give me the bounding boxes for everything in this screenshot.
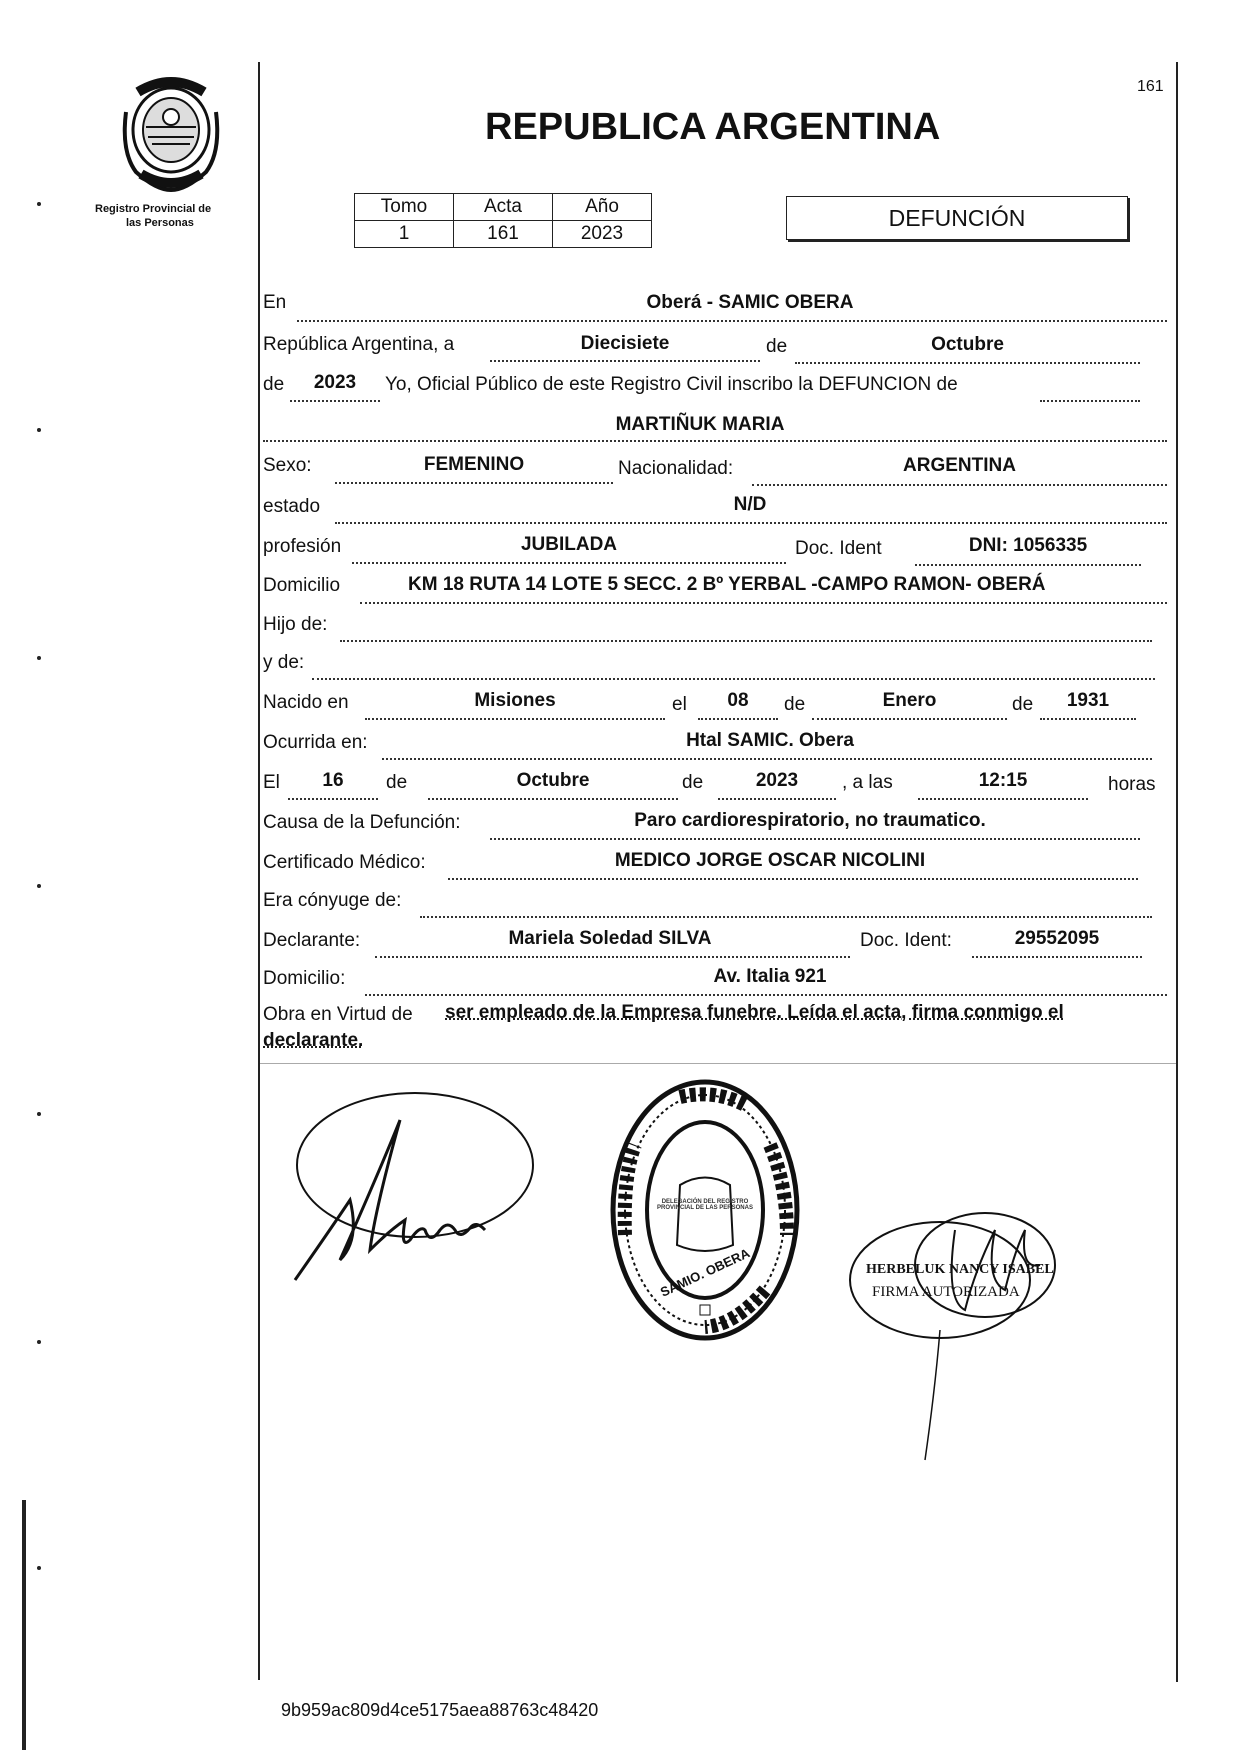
statement-line [1040, 400, 1140, 402]
official-signature [845, 1210, 1085, 1470]
certificado-line [448, 878, 1138, 880]
death-time-line [918, 798, 1088, 800]
margin-dot [37, 1112, 41, 1116]
registry-name-line1: Registro Provincial de [95, 203, 212, 215]
causa-value: Paro cardiorespiratorio, no traumatico. [634, 810, 986, 831]
margin-dot [37, 656, 41, 660]
profesion-line [352, 562, 786, 564]
conyuge-line [420, 916, 1152, 918]
birth-day-line [698, 718, 778, 720]
ocurrida-value: Htal SAMIC. Obera [686, 730, 854, 751]
birth-month-line [812, 718, 1007, 720]
left-margin-line [258, 62, 260, 1680]
causa-line [490, 838, 1140, 840]
horas-label: horas [1108, 774, 1156, 795]
death-day-line [288, 798, 378, 800]
en-label: En [263, 292, 287, 313]
alas-label: , a las [842, 772, 893, 793]
margin-dot [37, 428, 41, 432]
causa-label: Causa de la Defunción: [263, 812, 461, 833]
day-line [490, 360, 760, 362]
domicilio-value: KM 18 RUTA 14 LOTE 5 SECC. 2 Bº YERBAL -CAMPO RAMON- OBERÁ [408, 574, 1046, 595]
margin-dot [37, 1566, 41, 1570]
year-value: 2023 [313, 372, 357, 393]
margin-dot [37, 1340, 41, 1344]
obra-value-line2: declarante. [263, 1030, 364, 1051]
death-day-num: 16 [322, 770, 344, 791]
de-label-6: de [682, 772, 704, 793]
margin-dot [37, 884, 41, 888]
estado-value: N/D [733, 494, 767, 515]
birth-year-line [1040, 718, 1136, 720]
anio-value: 2023 [553, 221, 652, 248]
hijo-line [340, 640, 1152, 642]
emblem-icon [116, 72, 226, 192]
estado-line [335, 522, 1167, 524]
sexo-label: Sexo: [263, 455, 312, 476]
decl-doc-line [972, 956, 1142, 958]
nacionalidad-line [752, 484, 1167, 486]
death-month: Octubre [516, 770, 590, 791]
declarante-label: Declarante: [263, 930, 361, 951]
province-emblem [116, 72, 226, 192]
death-year: 2023 [755, 770, 799, 791]
section-divider [260, 1063, 1176, 1064]
nacido-value: Misiones [474, 690, 556, 711]
death-day-text: Diecisiete [580, 333, 670, 354]
birth-month: Enero [882, 690, 937, 711]
certificado-value: MEDICO JORGE OSCAR NICOLINI [614, 850, 926, 871]
acta-header: Acta [454, 194, 553, 221]
obra-label: Obra en Virtud de [263, 1004, 413, 1025]
hijo-label: Hijo de: [263, 614, 328, 635]
yde-label: y de: [263, 652, 305, 673]
certificado-label: Certificado Médico: [263, 852, 426, 873]
death-month-line [428, 798, 678, 800]
sexo-line [335, 482, 613, 484]
domicilio2-line [365, 994, 1167, 996]
official-title: FIRMA AUTORIZADA [872, 1284, 1020, 1300]
nacionalidad-value: ARGENTINA [903, 455, 1016, 476]
domicilio-label: Domicilio [263, 575, 341, 596]
domicilio2-label: Domicilio: [263, 968, 346, 989]
declarant-signature [290, 1080, 550, 1300]
margin-dot [37, 202, 41, 206]
sexo-value: FEMENINO [423, 454, 525, 475]
record-type: DEFUNCIÓN [888, 205, 1026, 231]
profesion-value: JUBILADA [520, 534, 618, 555]
seal-inner-text: SAMIO. OBERA [657, 1245, 753, 1300]
statement-text: Yo, Oficial Público de este Registro Civil inscribo la DEFUNCION de [385, 374, 958, 395]
estado-label: estado [263, 496, 321, 517]
month-line [795, 362, 1140, 364]
ocurrida-label: Ocurrida en: [263, 732, 368, 753]
de-label-4: de [1012, 694, 1034, 715]
tomo-header: Tomo [355, 194, 454, 221]
en-value: Oberá - SAMIC OBERA [646, 292, 854, 313]
registry-seal [605, 1075, 805, 1345]
nacionalidad-label: Nacionalidad: [618, 458, 734, 479]
registry-name-line2: las Personas [126, 217, 194, 229]
page-number: 161 [1137, 78, 1164, 95]
el2-label: El [263, 772, 280, 793]
document-hash: 9b959ac809d4ce5175aea88763c48420 [281, 1700, 599, 1720]
birth-day: 08 [727, 690, 749, 711]
el-label: el [672, 694, 687, 715]
binding-line [22, 1500, 26, 1750]
doc-ident-label: Doc. Ident [795, 538, 882, 559]
country-title: REPUBLICA ARGENTINA [485, 106, 941, 148]
de-label-3: de [784, 694, 806, 715]
de-label-1: de [766, 336, 788, 357]
right-margin-line [1176, 62, 1178, 1682]
decl-doc-value: 29552095 [1014, 928, 1100, 949]
yde-line [312, 678, 1155, 680]
death-year-line [718, 798, 836, 800]
seal-ring-text: DELEGACIÓN DEL REGISTRO PROVINCIAL DE LAS PERSONAS [657, 1199, 753, 1211]
record-table [354, 193, 652, 248]
tomo-value: 1 [355, 221, 454, 248]
name-line [263, 440, 1167, 442]
nacido-label: Nacido en [263, 692, 349, 713]
republica-label: República Argentina, a [263, 334, 455, 355]
acta-value: 161 [454, 221, 553, 248]
doc-ident-line [915, 564, 1141, 566]
de-label-5: de [386, 772, 408, 793]
de-label-2: de [263, 374, 285, 395]
declarante-line [375, 956, 850, 958]
record-type-box [786, 196, 1128, 240]
conyuge-label: Era cónyuge de: [263, 890, 402, 911]
profesion-label: profesión [263, 536, 342, 557]
deceased-name: MARTIÑUK MARIA [615, 414, 785, 435]
doc-ident-value: DNI: 1056335 [968, 535, 1088, 556]
decl-doc-label: Doc. Ident: [860, 930, 952, 951]
death-month-text: Octubre [931, 334, 1004, 355]
birth-year: 1931 [1066, 690, 1110, 711]
declarante-value: Mariela Soledad SILVA [508, 928, 712, 949]
year-line [290, 400, 380, 402]
anio-header: Año [553, 194, 652, 221]
domicilio2-value: Av. Italia 921 [713, 966, 827, 987]
death-time: 12:15 [978, 770, 1028, 791]
ocurrida-line [382, 758, 1152, 760]
domicilio-line [360, 602, 1167, 604]
en-line [297, 320, 1167, 322]
obra-value-line1: ser empleado de la Empresa funebre. Leída el acta, firma conmigo el [445, 1002, 1064, 1023]
nacido-line [365, 718, 665, 720]
official-name: HERBELUK NANCY ISABEL [866, 1262, 1054, 1277]
